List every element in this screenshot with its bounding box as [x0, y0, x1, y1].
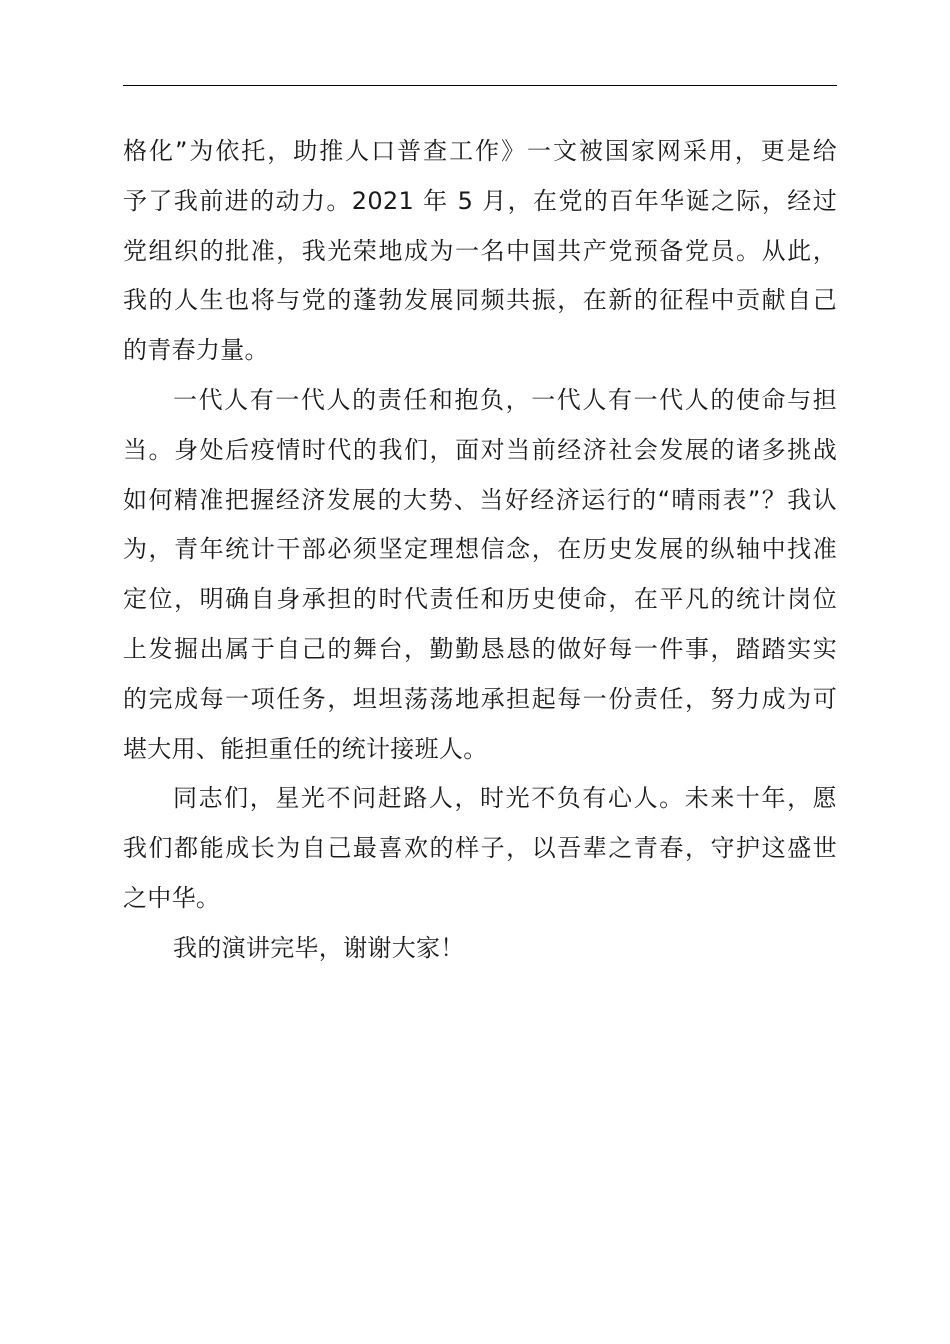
- paragraph-1-line-2: 予了我前进的动力。2021 年 5 月，在党的百年华诞之际，经过: [123, 186, 837, 215]
- paragraph-2-line-2: 当。身处后疫情时代的我们，面对当前经济社会发展的诸多挑战: [123, 435, 837, 464]
- paragraph-2-line-7: 的完成每一项任务，坦坦荡荡地承担起每一份责任，努力成为可: [123, 684, 837, 713]
- paragraph-3-line-2: 我们都能成长为自己最喜欢的样子，以吾辈之青春，守护这盛世: [123, 834, 837, 863]
- paragraph-1-line-5: 的青春力量。: [123, 336, 269, 365]
- paragraph-2-line-4: 为，青年统计干部必须坚定理想信念，在历史发展的纵轴中找准: [123, 535, 837, 564]
- paragraph-2-line-8: 堪大用、能担重任的统计接班人。: [123, 734, 488, 763]
- document-body: [123, 127, 837, 974]
- paragraph-3-line-3: 之中华。: [123, 883, 221, 912]
- paragraph-4-line-1: 我的演讲完毕，谢谢大家！: [173, 933, 465, 962]
- paragraph-2-line-6: 上发掘出属于自己的舞台，勤勤恳恳的做好每一件事，踏踏实实: [123, 634, 837, 663]
- paragraph-2-line-1: 一代人有一代人的责任和抱负，一代人有一代人的使命与担: [173, 385, 837, 414]
- paragraph-2-line-5: 定位，明确自身承担的时代责任和历史使命，在平凡的统计岗位: [123, 585, 837, 614]
- header-rule: [123, 85, 837, 86]
- paragraph-1-line-1: 格化”为依托，助推人口普查工作》一文被国家网采用，更是给: [123, 137, 837, 165]
- paragraph-1-line-3: 党组织的批准，我光荣地成为一名中国共产党预备党员。从此，: [123, 236, 837, 265]
- paragraph-2-line-3: 如何精准把握经济发展的大势、当好经济运行的“晴雨表”？我认: [123, 485, 837, 514]
- paragraph-3-line-1: 同志们，星光不问赶路人，时光不负有心人。未来十年，愿: [173, 784, 837, 813]
- paragraph-1-line-4: 我的人生也将与党的蓬勃发展同频共振，在新的征程中贡献自己: [123, 286, 837, 315]
